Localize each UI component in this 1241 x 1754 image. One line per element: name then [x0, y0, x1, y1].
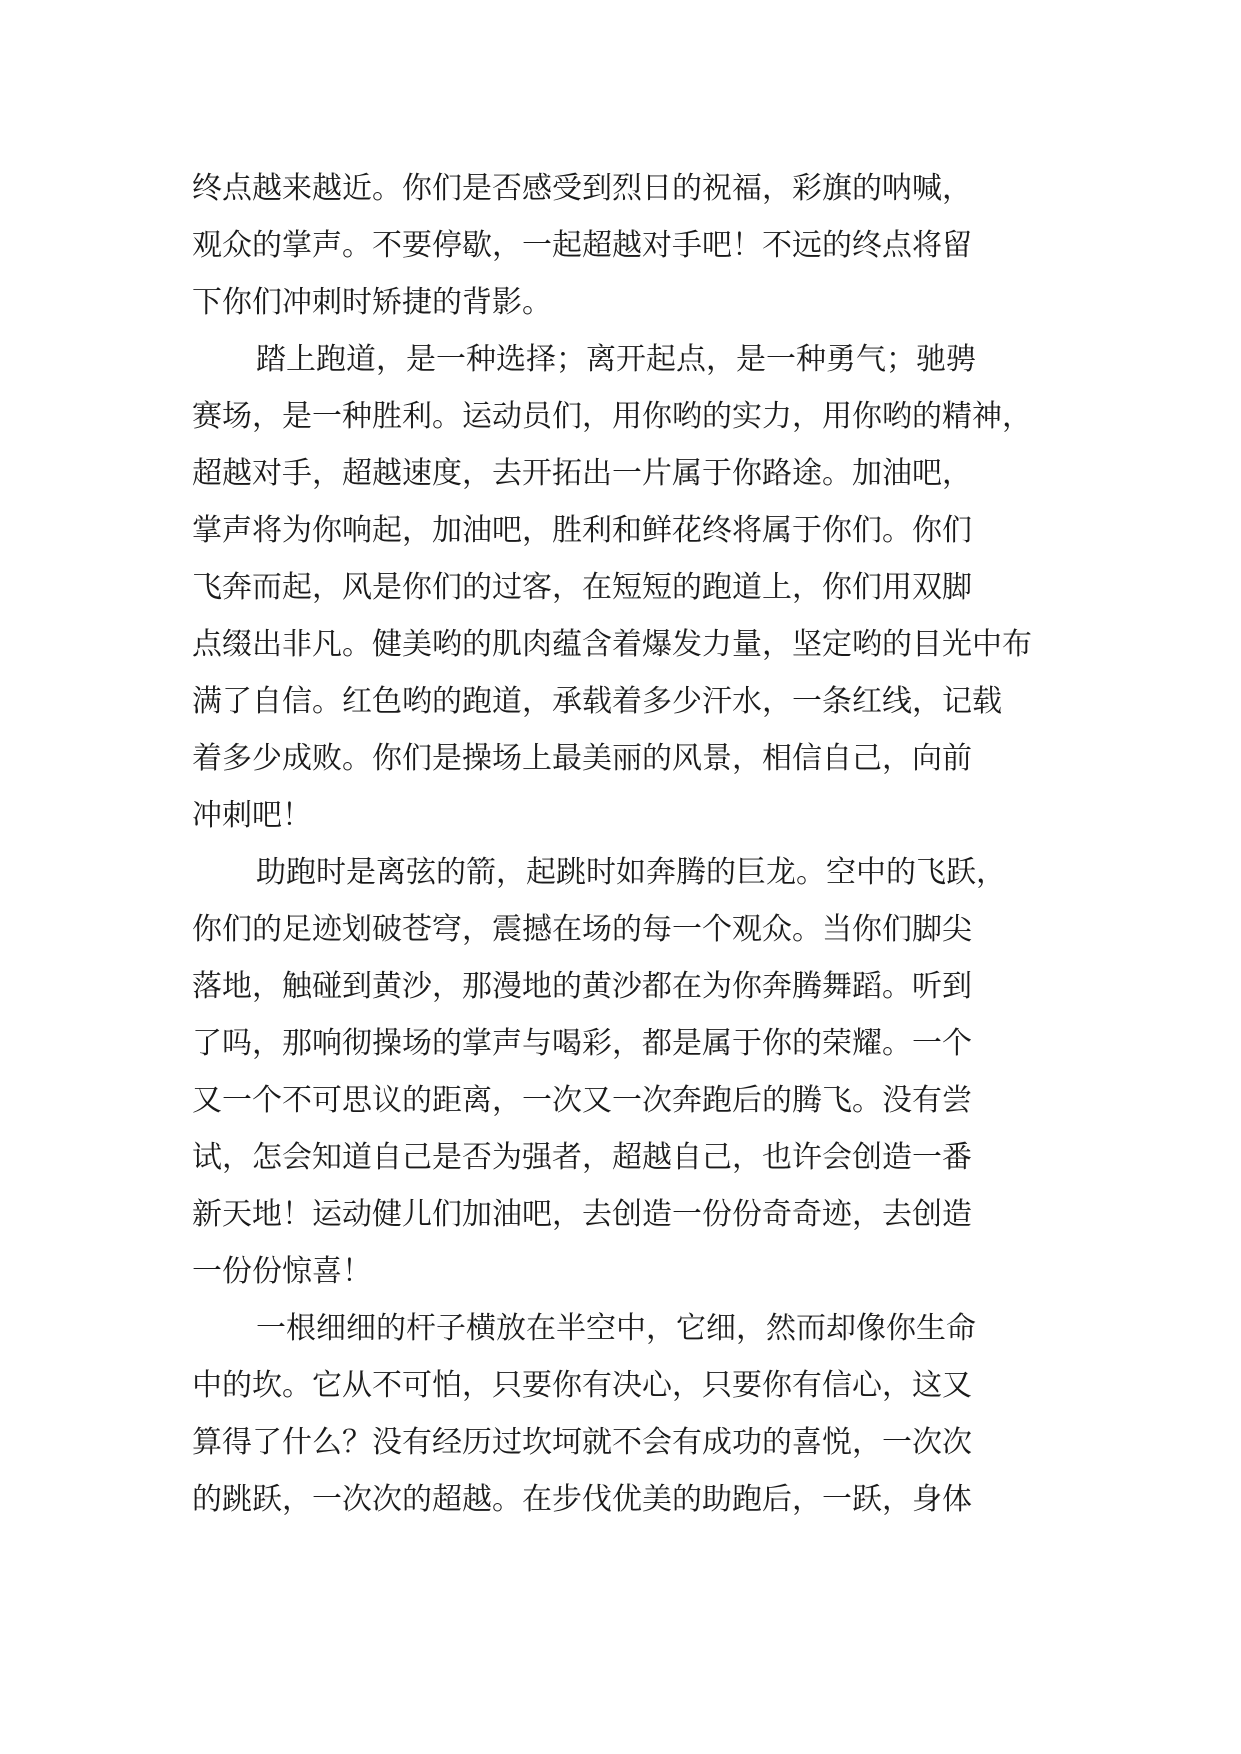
text-line: 下你们冲刺时矫捷的背影。 [192, 285, 552, 320]
text-line: 又一个不可思议的距离，一次又一次奔跑后的腾飞。没有尝 [192, 1083, 972, 1118]
text-line: 的跳跃，一次次的超越。在步伐优美的助跑后，一跃，身体 [192, 1482, 972, 1517]
text-line: 你们的足迹划破苍穹，震撼在场的每一个观众。当你们脚尖 [192, 912, 972, 947]
text-line: 冲刺吧！ [192, 798, 312, 833]
text-line: 终点越来越近。你们是否感受到烈日的祝福，彩旗的呐喊， [192, 171, 972, 206]
text-line: 点缀出非凡。健美哟的肌肉蕴含着爆发力量，坚定哟的目光中布 [192, 627, 1032, 662]
text-line: 中的坎。它从不可怕，只要你有决心，只要你有信心，这又 [192, 1368, 972, 1403]
text-line: 赛场，是一种胜利。运动员们，用你哟的实力，用你哟的精神， [192, 399, 1032, 434]
text-line: 着多少成败。你们是操场上最美丽的风景，相信自己，向前 [192, 741, 972, 776]
text-line: 满了自信。红色哟的跑道，承载着多少汗水，一条红线，记载 [192, 684, 1002, 719]
paragraph [192, 331, 1060, 844]
paragraph [192, 844, 1060, 1300]
text-line: 了吗，那响彻操场的掌声与喝彩，都是属于你的荣耀。一个 [192, 1026, 972, 1061]
text-line: 一份份惊喜！ [192, 1254, 372, 1289]
text-line: 落地，触碰到黄沙，那漫地的黄沙都在为你奔腾舞蹈。听到 [192, 969, 972, 1004]
text-line: 算得了什么？没有经历过坎坷就不会有成功的喜悦，一次次 [192, 1425, 972, 1460]
text-line: 掌声将为你响起，加油吧，胜利和鲜花终将属于你们。你们 [192, 513, 972, 548]
paragraph [192, 1300, 1060, 1528]
text-line: 一根细细的杆子横放在半空中，它细，然而却像你生命 [256, 1311, 976, 1346]
text-line: 超越对手，超越速度，去开拓出一片属于你路途。加油吧， [192, 456, 972, 491]
text-line: 踏上跑道，是一种选择；离开起点，是一种勇气；驰骋 [256, 342, 976, 377]
document-body [192, 160, 1060, 1528]
text-line: 助跑时是离弦的箭，起跳时如奔腾的巨龙。空中的飞跃， [256, 855, 1006, 890]
paragraph [192, 160, 1060, 331]
text-line: 观众的掌声。不要停歇，一起超越对手吧！不远的终点将留 [192, 228, 972, 263]
text-line: 试，怎会知道自己是否为强者，超越自己，也许会创造一番 [192, 1140, 972, 1175]
text-line: 飞奔而起，风是你们的过客，在短短的跑道上，你们用双脚 [192, 570, 972, 605]
text-line: 新天地！运动健儿们加油吧，去创造一份份奇奇迹，去创造 [192, 1197, 972, 1232]
